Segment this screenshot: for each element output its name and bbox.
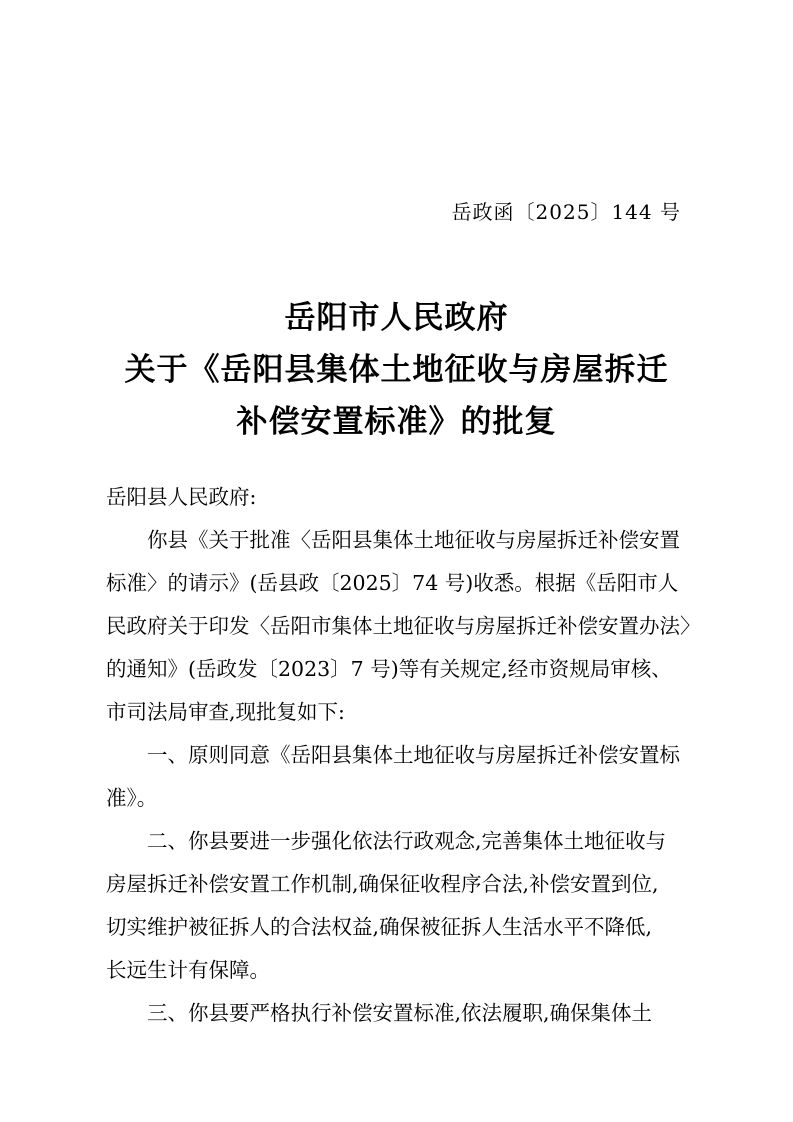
paragraph-line: 标准〉的请示》(岳县政〔2025〕74 号)收悉。根据《岳阳市人 [106,571,679,595]
paragraph-line: 市司法局审查,现批复如下: [106,700,345,724]
title-line-1: 岳阳市人民政府 [284,300,509,336]
paragraph-line: 的通知》(岳政发〔2023〕7 号)等有关规定,经市资规局审核、 [106,657,672,681]
paragraph-line: 民政府关于印发〈岳阳市集体土地征收与房屋拆迁补偿安置办法〉 [106,614,701,638]
paragraph-line: 长远生计有保障。 [106,958,270,982]
paragraph-line: 准》。 [106,786,158,810]
paragraph-line: 二、你县要进一步强化依法行政观念,完善集体土地征收与 [147,829,667,853]
paragraph-3 [106,824,688,987]
document-body [106,480,701,1039]
paragraph-line: 你县《关于批准〈岳阳县集体土地征收与房屋拆迁补偿安置 [147,528,680,552]
document-number: 岳政函〔2025〕144 号 [451,200,681,224]
title-line-3: 补偿安置标准》的批复 [236,404,557,440]
paragraph-line: 切实维护被征拆人的合法权益,确保被征拆人生活水平不降低, [106,915,653,939]
addressee: 岳阳县人民政府: [106,485,257,509]
paragraph-2 [106,738,688,815]
paragraph-line: 三、你县要严格执行补偿安置标准,依法履职,确保集体土 [147,1001,653,1025]
paragraph-1 [106,523,701,729]
paragraph-line: 一、原则同意《岳阳县集体土地征收与房屋拆迁补偿安置标 [147,743,680,767]
document-title [0,292,793,448]
paragraph-line: 房屋拆迁补偿安置工作机制,确保征收程序合法,补偿安置到位, [106,872,659,896]
title-line-2: 关于《岳阳县集体土地征收与房屋拆迁 [124,352,669,388]
paragraph-4 [106,996,688,1030]
